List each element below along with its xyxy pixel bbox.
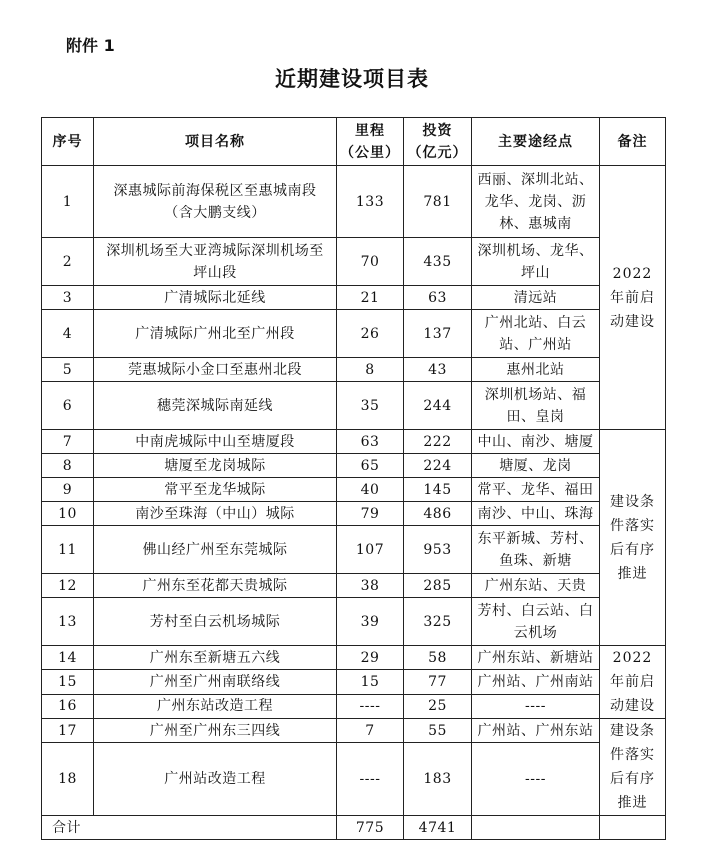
cell-name: 佛山经广州至东莞城际 [94,526,337,574]
cell-mileage: 26 [337,310,404,358]
total-notes-empty [600,816,666,840]
cell-stops: 广州东站、新塘站 [472,646,600,670]
note-group-c: 2022 年前启动建设 [600,646,666,719]
cell-name: 深惠城际前海保税区至惠城南段（含大鹏支线） [94,166,337,238]
table-row [42,286,666,310]
note-group-d: 建设条件落实后有序推进 [600,719,666,816]
total-investment: 4741 [404,816,472,840]
note-group-b: 建设条件落实后有序推进 [600,430,666,646]
cell-mileage: 38 [337,574,404,598]
cell-mileage: 40 [337,478,404,502]
cell-name: 深圳机场至大亚湾城际深圳机场至坪山段 [94,238,337,286]
table-row [42,719,666,743]
cell-name: 广清城际广州北至广州段 [94,310,337,358]
header-seq: 序号 [42,118,94,166]
cell-seq: 14 [42,646,94,670]
table-row [42,743,666,816]
cell-stops: 广州东站、天贵 [472,574,600,598]
cell-seq: 18 [42,743,94,816]
table-row [42,358,666,382]
cell-name: 广州至广州南联络线 [94,670,337,694]
header-notes: 备注 [600,118,666,166]
note-group-a: 2022 年前启动建设 [600,166,666,430]
cell-stops: 惠州北站 [472,358,600,382]
cell-name: 广清城际北延线 [94,286,337,310]
cell-name: 莞惠城际小金口至惠州北段 [94,358,337,382]
table-row [42,502,666,526]
cell-investment: 58 [404,646,472,670]
cell-stops: 广州北站、白云站、广州站 [472,310,600,358]
cell-investment: 953 [404,526,472,574]
cell-seq: 12 [42,574,94,598]
page-title: 近期建设项目表 [275,67,429,91]
cell-seq: 13 [42,598,94,646]
table-row [42,598,666,646]
cell-investment: 244 [404,382,472,430]
table-row [42,166,666,238]
table-row [42,574,666,598]
table-row [42,430,666,454]
cell-mileage: 21 [337,286,404,310]
cell-mileage: ---- [337,694,404,718]
cell-name: 广州东站改造工程 [94,694,337,718]
cell-seq: 9 [42,478,94,502]
header-stops: 主要途经点 [472,118,600,166]
cell-stops: 南沙、中山、珠海 [472,502,600,526]
cell-stops: 芳村、白云站、白云机场 [472,598,600,646]
total-row [42,816,666,840]
cell-investment: 486 [404,502,472,526]
cell-seq: 15 [42,670,94,694]
table-row [42,454,666,478]
table-row [42,238,666,286]
cell-name: 常平至龙华城际 [94,478,337,502]
cell-stops: ---- [472,694,600,718]
cell-stops: 常平、龙华、福田 [472,478,600,502]
cell-stops: 西丽、深圳北站、龙华、龙岗、沥林、惠城南 [472,166,600,238]
cell-name: 广州站改造工程 [94,743,337,816]
cell-mileage: 79 [337,502,404,526]
header-mileage: 里程 （公里） [337,118,404,166]
cell-seq: 16 [42,694,94,718]
table-row [42,646,666,670]
cell-mileage: 35 [337,382,404,430]
cell-investment: 77 [404,670,472,694]
cell-name: 南沙至珠海（中山）城际 [94,502,337,526]
cell-investment: 325 [404,598,472,646]
cell-seq: 5 [42,358,94,382]
cell-stops: 广州站、广州南站 [472,670,600,694]
cell-stops: 东平新城、芳村、鱼珠、新塘 [472,526,600,574]
cell-investment: 25 [404,694,472,718]
cell-stops: 广州站、广州东站 [472,719,600,743]
cell-mileage: 107 [337,526,404,574]
cell-stops: 清远站 [472,286,600,310]
attachment-label: 附件 1 [66,36,115,55]
cell-seq: 7 [42,430,94,454]
cell-investment: 183 [404,743,472,816]
cell-investment: 43 [404,358,472,382]
cell-seq: 17 [42,719,94,743]
table-row [42,670,666,694]
cell-name: 广州东至新塘五六线 [94,646,337,670]
cell-name: 塘厦至龙岗城际 [94,454,337,478]
table-row [42,478,666,502]
project-table [41,117,666,840]
total-mileage: 775 [337,816,404,840]
cell-seq: 2 [42,238,94,286]
cell-seq: 8 [42,454,94,478]
cell-investment: 137 [404,310,472,358]
table-row [42,526,666,574]
cell-investment: 55 [404,719,472,743]
header-investment: 投资 （亿元） [404,118,472,166]
cell-mileage: 8 [337,358,404,382]
table-row [42,310,666,358]
cell-stops: 塘厦、龙岗 [472,454,600,478]
cell-seq: 6 [42,382,94,430]
cell-mileage: 133 [337,166,404,238]
cell-stops: 深圳机场站、福田、皇岗 [472,382,600,430]
total-stops-empty [472,816,600,840]
cell-name: 穗莞深城际南延线 [94,382,337,430]
cell-mileage: 70 [337,238,404,286]
total-label: 合计 [42,816,337,840]
cell-investment: 781 [404,166,472,238]
cell-stops: ---- [472,743,600,816]
cell-mileage: 7 [337,719,404,743]
cell-stops: 中山、南沙、塘厦 [472,430,600,454]
cell-investment: 222 [404,430,472,454]
cell-stops: 深圳机场、龙华、坪山 [472,238,600,286]
cell-investment: 145 [404,478,472,502]
cell-investment: 285 [404,574,472,598]
cell-seq: 1 [42,166,94,238]
cell-name: 广州东至花都天贵城际 [94,574,337,598]
cell-mileage: 63 [337,430,404,454]
cell-seq: 3 [42,286,94,310]
cell-investment: 224 [404,454,472,478]
cell-seq: 10 [42,502,94,526]
table-header-row [42,118,666,166]
cell-investment: 435 [404,238,472,286]
cell-mileage: ---- [337,743,404,816]
cell-investment: 63 [404,286,472,310]
header-name: 项目名称 [94,118,337,166]
cell-name: 中南虎城际中山至塘厦段 [94,430,337,454]
cell-seq: 4 [42,310,94,358]
cell-name: 广州至广州东三四线 [94,719,337,743]
cell-name: 芳村至白云机场城际 [94,598,337,646]
cell-mileage: 39 [337,598,404,646]
cell-mileage: 29 [337,646,404,670]
cell-seq: 11 [42,526,94,574]
table-row [42,694,666,718]
table-row [42,382,666,430]
cell-mileage: 15 [337,670,404,694]
cell-mileage: 65 [337,454,404,478]
